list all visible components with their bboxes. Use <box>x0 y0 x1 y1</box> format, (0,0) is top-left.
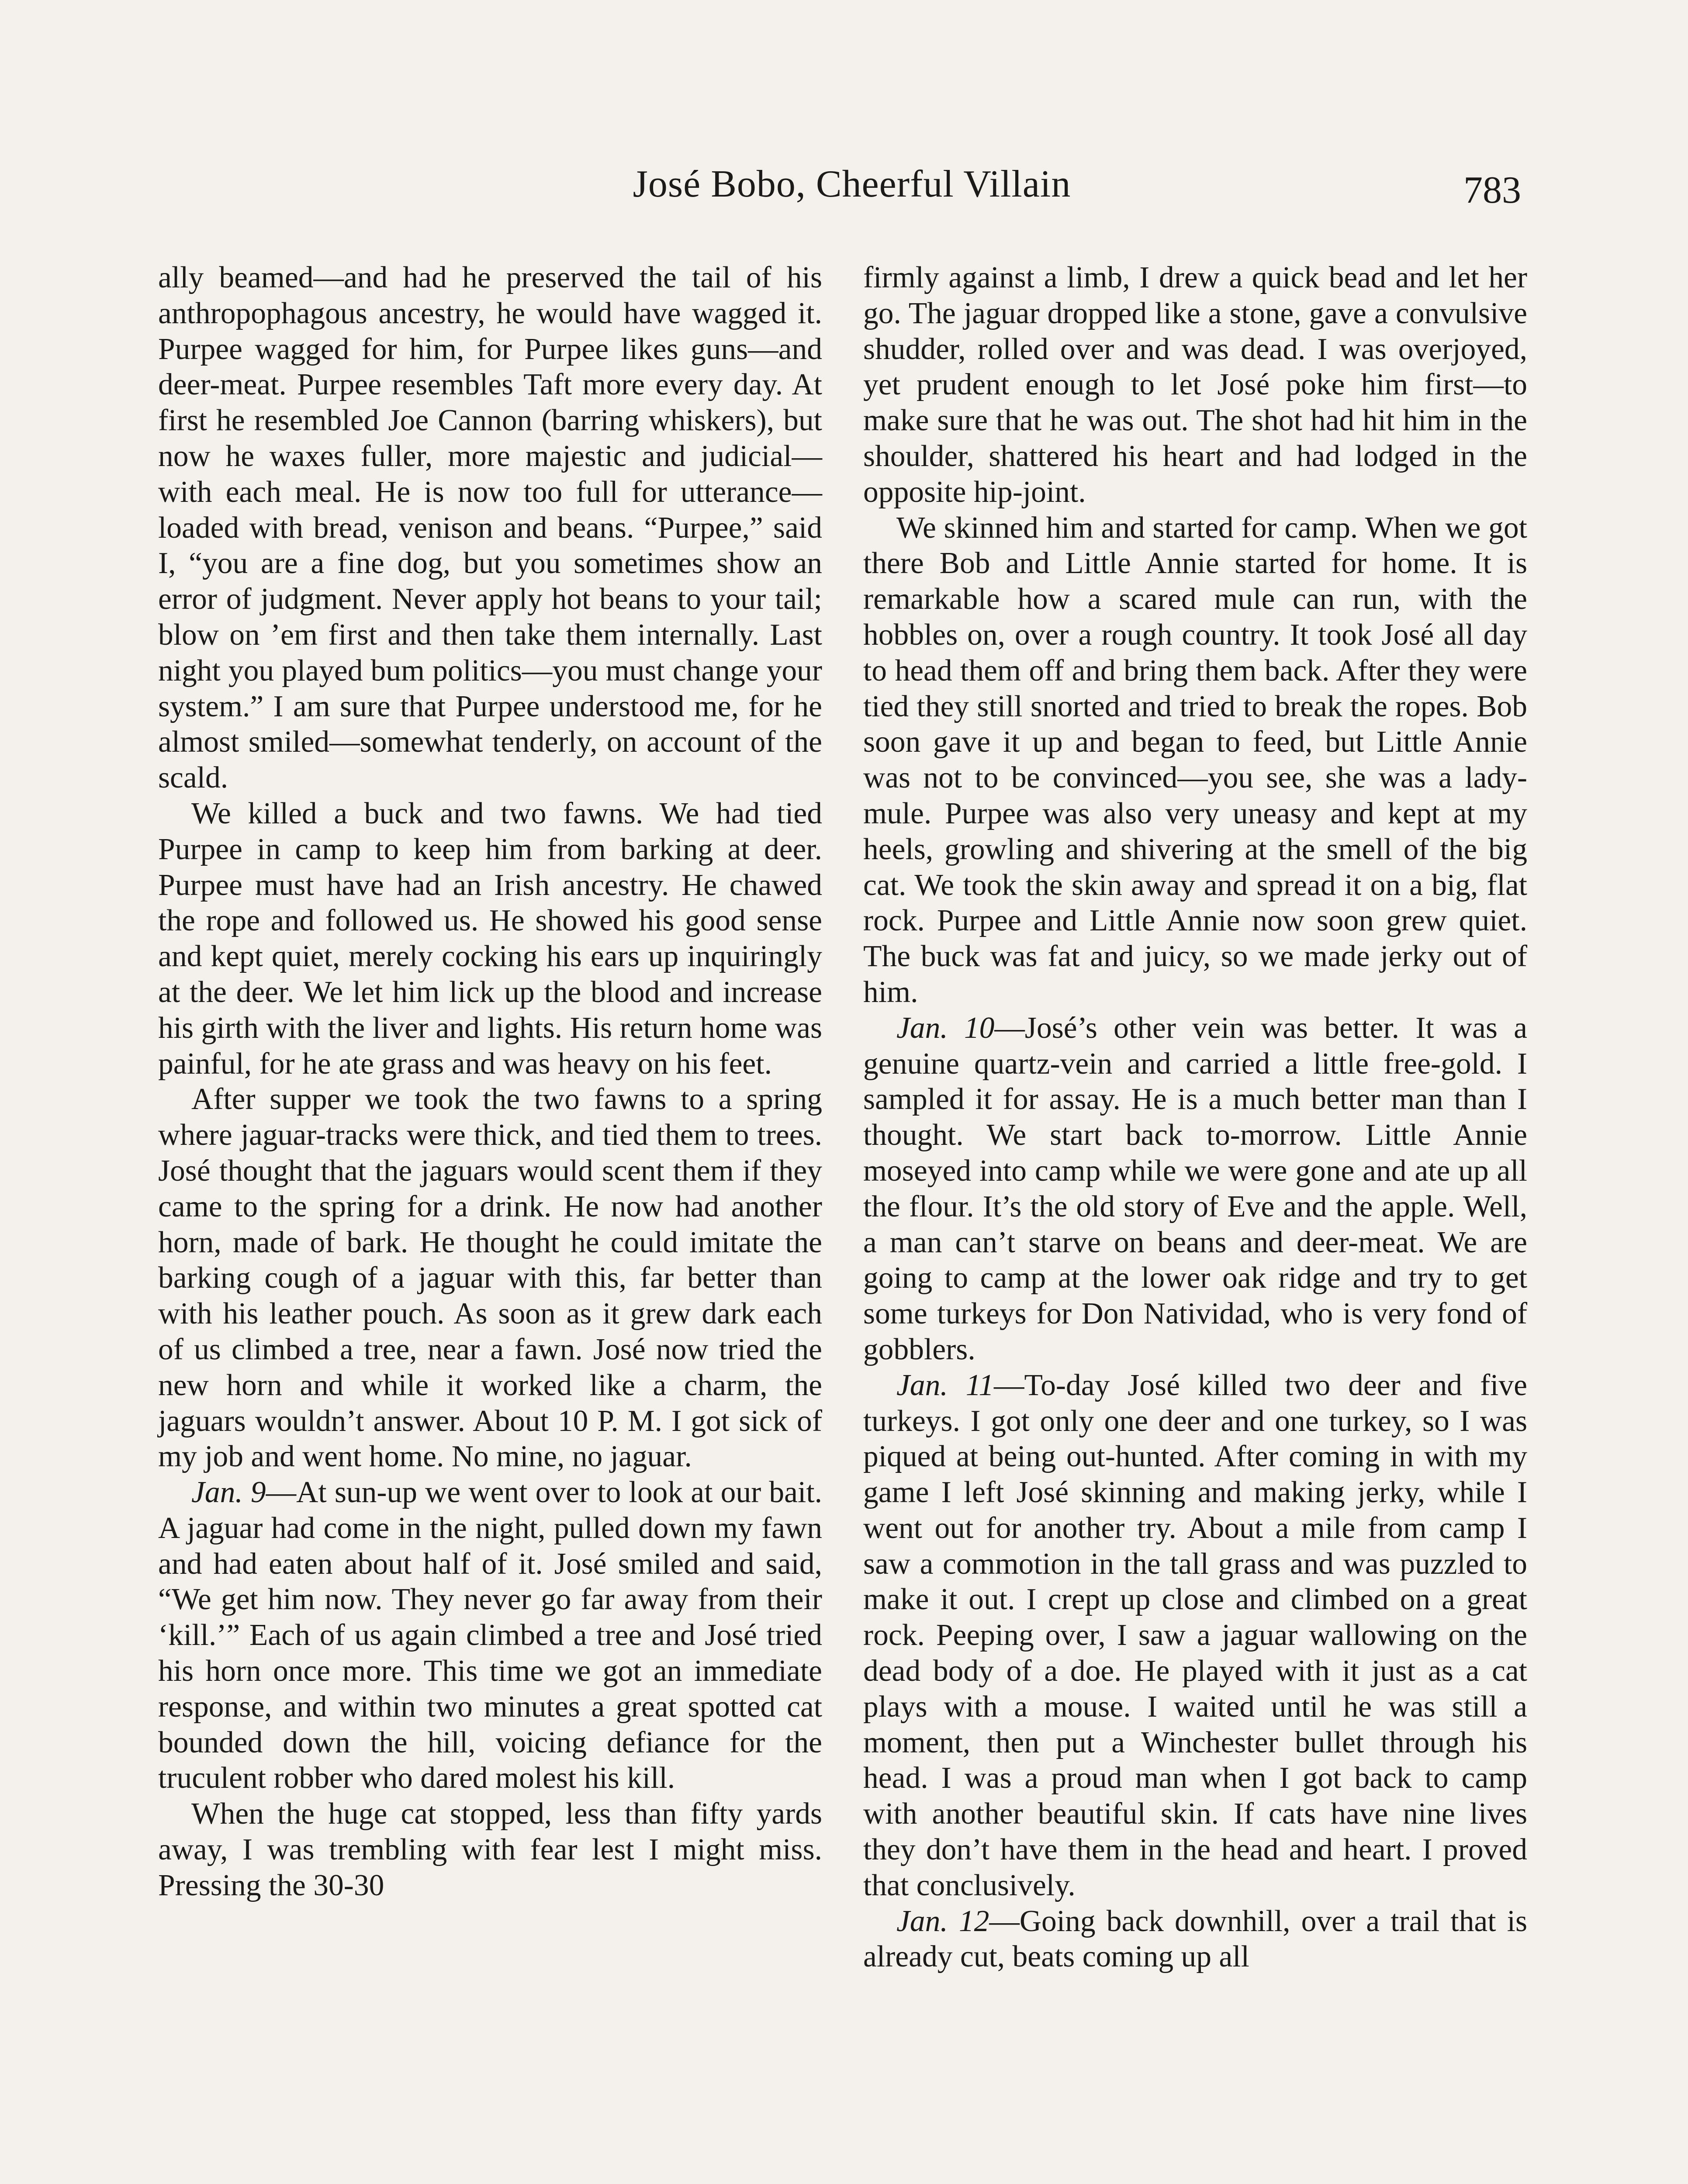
right-column <box>863 260 1527 1975</box>
page-number: 783 <box>1463 169 1521 211</box>
entry-text: —Going back downhill, over a trail that is already cut, beats coming up all <box>863 1904 1527 1974</box>
entry-text: —At sun-up we went over to look at our bait. A jaguar had come in the night, pulled down my fawn and had eaten about half of it. José smiled and said, “We get him now. They never go far away from their ‘kill.’” Each of us again climbed a tree and José tried his horn once more. This time we got an immediate response, and within two minutes a great spotted cat bounded down the hill, voicing defiance for the truculent robber who dared molest his kill. <box>158 1476 823 1795</box>
paragraph: ally beamed—and had he preserved the tail of his anthropophagous ancestry, he would have wagged it. Purpee wagged for him, for Purpee likes guns—and deer-meat. Purpee resembles Taft more every day. At first he resembled Joe Cannon (barring whiskers), but now he waxes fuller, more majestic and judicial—with each meal. He is now too full for utterance—loaded with bread, venison and beans. “Purpee,” said I, “you are a fine dog, but you sometimes show an error of judgment. Never apply hot beans to your tail; blow on ’em first and then take them internally. Last night you played bum politics—you must change your system.” I am sure that Purpee understood me, for he almost smiled—somewhat tenderly, on account of the scald. <box>158 261 822 795</box>
paragraph: After supper we took the two fawns to a spring where jaguar-tracks were thick, and tied them to trees. José thought that the jaguars would scent them if they came to the spring for a drink. He now had another horn, made of bark. He thought he could imitate the barking cough of a jaguar with this, far better than with his leather pouch. As soon as it grew dark each of us climbed a tree, near a fawn. José now tried the new horn and while it worked like a charm, the jaguars wouldn’t answer. About 10 P. M. I got sick of my job and went home. No mine, no jaguar. <box>158 1082 822 1474</box>
paragraph: We killed a buck and two fawns. We had tied Purpee in camp to keep him from barking at deer. Purpee must have had an Irish ancestry. He chawed the rope and followed us. He showed his good sense and kept quiet, merely cocking his ears up inquiringly at the deer. We let him lick up the blood and increase his girth with the liver and lights. His return home was painful, for he ate grass and was heavy on his feet. <box>158 796 822 1081</box>
entry-date: Jan. 11 <box>896 1368 994 1402</box>
diary-entry <box>863 1010 1527 1368</box>
entry-date: Jan. 9 <box>191 1476 266 1510</box>
diary-entry <box>158 1475 822 1796</box>
entry-text: —José’s other vein was better. It was a genuine quartz-vein and carried a little free-gold. I sampled it for assay. He is a much better man than I thought. We start back to-morrow. Little Annie moseyed into camp while we were gone and ate up all the flour. It’s the old story of Eve and the apple. Well, a man can’t starve on beans and deer-meat. We are going to camp at the lower oak ridge and try to get some turkeys for Don Natividad, who is very fond of gobblers. <box>863 1011 1527 1366</box>
entry-date: Jan. 10 <box>896 1011 995 1045</box>
diary-entry <box>863 1368 1527 1904</box>
running-title: José Bobo, Cheerful Villain <box>633 163 1071 205</box>
entry-text: —To-day José killed two deer and five turkeys. I got only one deer and one turkey, so I was piqued at being out-hunted. After coming in with my game I left José skinning and making jerky, while I went out for another try. About a mile from camp I saw a commotion in the tall grass and was puzzled to make it out. I crept up close and climbed on a great rock. Peeping over, I saw a jaguar wallowing on the dead body of a doe. He played with it just as a cat plays with a mouse. I waited until he was still a moment, then put a Winchester bullet through his head. I was a proud man when I got back to camp with another beautiful skin. If cats have nine lives they don’t have them in the head and heart. I proved that conclusively. <box>863 1368 1527 1902</box>
entry-date: Jan. 12 <box>896 1904 989 1938</box>
left-column <box>158 260 822 1904</box>
paragraph: firmly against a limb, I drew a quick bead and let her go. The jaguar dropped like a stone, gave a convulsive shudder, rolled over and was dead. I was overjoyed, yet prudent enough to let José poke him first—to make sure that he was out. The shot had hit him in the shoulder, shattered his heart and had lodged in the opposite hip-joint. <box>863 261 1527 509</box>
paragraph: We skinned him and started for camp. When we got there Bob and Little Annie started for home. It is remarkable how a scared mule can run, with the hobbles on, over a rough country. It took José all day to head them off and bring them back. After they were tied they still snorted and tried to break the ropes. Bob soon gave it up and began to feed, but Little Annie was not to be convinced—you see, she was a lady-mule. Purpee was also very uneasy and kept at my heels, growling and shivering at the smell of the big cat. We took the skin away and spread it on a big, flat rock. Purpee and Little Annie now soon grew quiet. The buck was fat and juicy, so we made jerky out of him. <box>863 511 1527 1009</box>
paragraph: When the huge cat stopped, less than fifty yards away, I was trembling with fear lest I might miss. Pressing the 30-30 <box>158 1797 822 1902</box>
diary-entry <box>863 1904 1527 1975</box>
